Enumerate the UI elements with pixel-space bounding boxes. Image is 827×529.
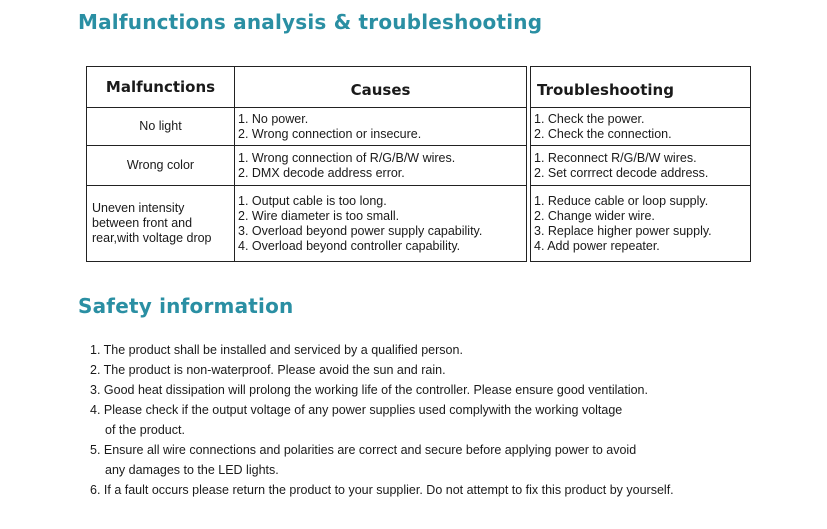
- list-item: 2. The product is non-waterproof. Please avoid the sun and rain.: [90, 363, 446, 377]
- table-header-row: [87, 67, 751, 108]
- list-item: 4. Please check if the output voltage of any power supplies used complywith the working voltage: [90, 403, 623, 417]
- troubleshooting-line: 1. Reconnect R/G/B/W wires.: [534, 150, 697, 165]
- troubleshooting-line: 1. Reduce cable or loop supply.: [534, 193, 709, 208]
- causes-cell: [235, 186, 527, 262]
- troubleshooting-line: 4. Add power repeater.: [534, 238, 660, 253]
- troubleshooting-cell: [531, 186, 751, 262]
- cause-line: 1. Output cable is too long.: [238, 193, 387, 208]
- cause-line: 4. Overload beyond controller capability.: [238, 238, 461, 253]
- header-malfunctions: Malfunctions: [87, 67, 235, 108]
- troubleshooting-cell: [531, 146, 751, 186]
- troubleshooting-line: 1. Check the power.: [534, 111, 645, 126]
- list-item: 1. The product shall be installed and serviced by a qualified person.: [90, 343, 463, 357]
- header-troubleshooting: Troubleshooting: [531, 67, 751, 108]
- troubleshooting-line: 2. Change wider wire.: [534, 208, 655, 223]
- troubleshooting-line: 3. Replace higher power supply.: [534, 223, 712, 238]
- cause-line: 2. DMX decode address error.: [238, 165, 405, 180]
- table-row: [87, 186, 751, 262]
- cause-line: 3. Overload beyond power supply capability.: [238, 223, 483, 238]
- malfunction-cell: [87, 108, 235, 146]
- causes-cell: [235, 146, 527, 186]
- list-item: 5. Ensure all wire connections and polarities are correct and secure before applying power to avoid: [90, 443, 637, 457]
- cause-line: 2. Wire diameter is too small.: [238, 208, 400, 223]
- malfunction-text: rear,with voltage drop: [92, 231, 212, 245]
- troubleshooting-cell: [531, 108, 751, 146]
- list-item: 3. Good heat dissipation will prolong the working life of the controller. Please ensure good ventilation.: [90, 383, 648, 397]
- causes-cell: [235, 108, 527, 146]
- malfunction-text: Uneven intensity: [92, 201, 185, 215]
- table-row: [87, 146, 751, 186]
- table-row: [87, 108, 751, 146]
- list-item-continuation: any damages to the LED lights.: [105, 463, 279, 477]
- malfunction-cell: [87, 146, 235, 186]
- list-item-continuation: of the product.: [105, 423, 185, 437]
- safety-list: [90, 340, 790, 500]
- malfunction-cell: [87, 186, 235, 262]
- safety-heading: Safety information: [78, 294, 294, 318]
- malfunctions-heading: Malfunctions analysis & troubleshooting: [78, 10, 543, 34]
- malfunctions-table: [86, 66, 751, 262]
- cause-line: 1. No power.: [238, 111, 309, 126]
- cause-line: 2. Wrong connection or insecure.: [238, 126, 422, 141]
- malfunction-text: No light: [139, 119, 182, 133]
- troubleshooting-line: 2. Set corrrect decode address.: [534, 165, 709, 180]
- malfunction-text: Wrong color: [126, 158, 195, 172]
- troubleshooting-line: 2. Check the connection.: [534, 126, 672, 141]
- list-item: 6. If a fault occurs please return the product to your supplier. Do not attempt to fix this product by yourself.: [90, 483, 674, 497]
- malfunction-text: between front and: [92, 216, 193, 230]
- header-causes: Causes: [235, 67, 527, 108]
- cause-line: 1. Wrong connection of R/G/B/W wires.: [238, 150, 456, 165]
